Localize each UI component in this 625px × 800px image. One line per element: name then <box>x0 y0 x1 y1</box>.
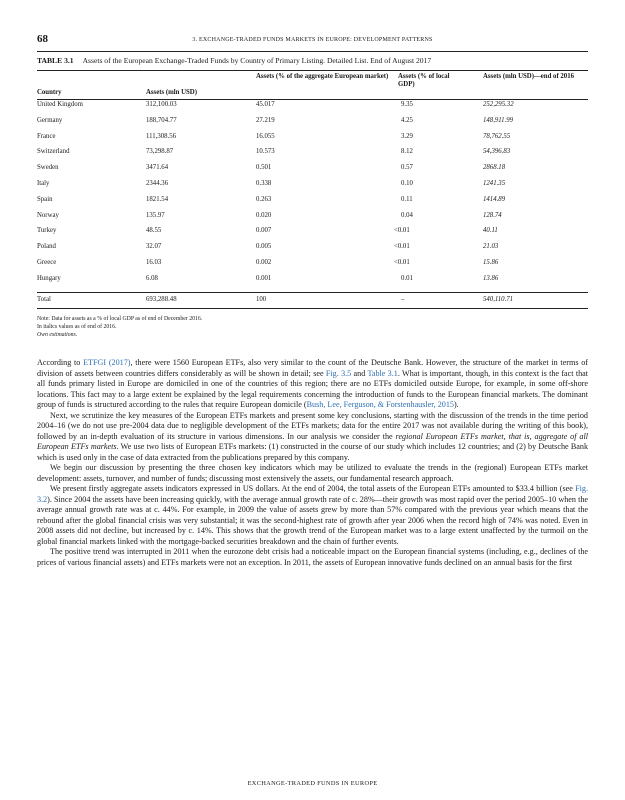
citation-link[interactable]: ETFGI (2017) <box>83 358 131 367</box>
cell-pct-gdp: 8.12 <box>401 148 413 156</box>
cell-pct-gdp: <0.01 <box>394 227 410 235</box>
table-note: Own estimations. <box>37 332 78 338</box>
cell-assets: 48.55 <box>146 227 162 235</box>
page-number: 68 <box>37 33 48 45</box>
cell-end-2016: 40.11 <box>483 227 498 235</box>
cell-pct-gdp: <0.01 <box>394 259 410 266</box>
cell-assets: 3471.64 <box>146 164 169 172</box>
cell-pct-gdp: 0.04 <box>401 211 413 219</box>
cell-country: Sweden <box>37 164 59 172</box>
cell-total-pct-gdp: – <box>401 296 405 303</box>
cell-end-2016: 78,762.55 <box>483 132 511 140</box>
cell-assets: 73,298.87 <box>146 148 174 156</box>
cell-total-pct-market: 100 <box>256 296 267 303</box>
cell-end-2016: 2868.18 <box>483 164 506 172</box>
cell-country: France <box>37 132 56 140</box>
header-assets-mln: Assets (mln USD) <box>146 89 197 96</box>
running-head: 3. EXCHANGE-TRADED FUNDS MARKETS IN EUROPE: DEVELOPMENT PATTERNS <box>192 37 433 43</box>
cell-end-2016: 54,396.83 <box>483 148 511 156</box>
cell-pct-gdp: <0.01 <box>394 243 410 251</box>
table-note: In italics values as of end of 2016. <box>37 324 117 330</box>
body-text <box>37 358 588 568</box>
cell-assets: 2344.36 <box>146 180 169 187</box>
cell-end-2016: 252,295.32 <box>483 101 514 108</box>
header-pct-market: Assets (% of the aggregate European market) <box>256 73 389 80</box>
cell-assets: 6.08 <box>146 274 158 282</box>
cell-country: Poland <box>37 243 56 251</box>
cell-pct-market: 0.005 <box>256 243 272 251</box>
page-footer: EXCHANGE-TRADED FUNDS IN EUROPE <box>247 780 378 787</box>
cell-pct-market: 0.338 <box>256 180 272 187</box>
cell-pct-market: 16.055 <box>256 132 275 140</box>
paragraph: We present firstly aggregate assets indicators expressed in US dollars. At the end of 2004, the total assets of the European ETFs amounted to $33.4 billion (see Fig. 3.2). Since 2004 the assets have been increasing quickly, with the average annual growth rate of c. 28%—their growth was most rapid over the period 2005–10 when the average annual growth rate was at c. 44%. For example, in 2009 the value of assets grew by more than 57% compared with the previous year which means that the rebound after the global financial crisis was very substantial; it was the second-highest rate of growth after year 2006 when the record high of 74% was noted. Even in 2008 assets did not decline, but increased by c. 14%. This shows that the growth trend of the European market was to a large extent unaffected by the turmoil on the global financial markets linked with the mortgage-backed securities breakdown and the chain of further events. <box>37 484 588 546</box>
cell-end-2016: 148,911.99 <box>483 116 514 124</box>
cell-pct-gdp: 0.57 <box>401 164 413 172</box>
table-caption <box>37 56 431 65</box>
table-header-rule <box>37 99 588 100</box>
cell-country: Spain <box>37 195 53 203</box>
header-country: Country <box>37 89 62 96</box>
cell-country: United Kingdom <box>37 101 83 108</box>
table-bottom-rule <box>37 308 588 309</box>
cell-pct-market: 10.573 <box>256 148 275 156</box>
cell-assets: 312,100.03 <box>146 101 177 108</box>
paragraph: Next, we scrutinize the key measures of the European ETFs markets and present some key conclusions, starting with the discussion of the trends in the time period 2004–16 (we do not use pre-2004 data due to negligible development of the ETFs markets; data for the entire 2017 was not available during the writing of this book), followed by an in-depth evaluation of its structure in various dimensions. In our analysis we consider the regional European ETFs market, that is, aggregate of all European ETFs markets. We use two lists of European ETFs markets: (1) constructed in the course of our study which includes 12 countries; and (2) by Deutsche Bank which is used only in the case of data extracted from the publications prepared by this company. <box>37 410 589 462</box>
cell-pct-market: 0.501 <box>256 164 272 172</box>
cell-pct-gdp: 3.29 <box>401 132 413 140</box>
cell-total-label: Total <box>37 296 51 303</box>
cell-total-end-2016: 540,110.71 <box>483 296 514 303</box>
cell-end-2016: 21.03 <box>483 243 499 251</box>
cell-country: Hungary <box>37 274 61 282</box>
figure-link[interactable]: Fig. 3.5 <box>325 368 352 378</box>
cell-end-2016: 1241.35 <box>483 180 506 187</box>
figure-link[interactable]: Fig. 3.2 <box>37 484 588 504</box>
cell-country: Germany <box>37 116 63 124</box>
total-top-rule <box>37 292 588 293</box>
cell-pct-gdp: 0.01 <box>401 274 413 282</box>
cell-country: Greece <box>37 259 57 266</box>
cell-country: Turkey <box>37 227 57 235</box>
cell-country: Norway <box>37 211 59 219</box>
caption-top-rule <box>37 51 588 52</box>
cell-assets: 135.97 <box>146 211 165 219</box>
table-label: TABLE 3.1 <box>37 56 74 65</box>
cell-pct-gdp: 0.10 <box>401 180 413 187</box>
table-link[interactable]: Table 3.1 <box>367 368 398 378</box>
table-top-rule <box>37 70 588 71</box>
cell-total-assets: 693,288.48 <box>146 296 177 303</box>
cell-assets: 32.07 <box>146 243 162 251</box>
cell-assets: 111,308.56 <box>146 132 177 140</box>
cell-pct-market: 0.020 <box>256 211 272 219</box>
paragraph: We begin our discussion by presenting the three chosen key indicators which may be utilized to evaluate the trends in the (regional) European ETFs market development: assets, turnover, and number of funds; discussing most extensively the assets, our fundamental research approach. <box>37 463 588 483</box>
cell-pct-gdp: 9.35 <box>401 101 413 108</box>
cell-pct-market: 0.002 <box>256 259 272 266</box>
table-note: Note: Data for assets as a % of local GDP as of end of December 2016. <box>37 316 203 322</box>
citation-link[interactable]: Bush, Lee, Ferguson, & Forstenhausler, 2015 <box>306 400 454 409</box>
cell-pct-market: 45.017 <box>256 101 275 108</box>
paragraph: The positive trend was interrupted in 2011 when the eurozone debt crisis had a noticeable impact on the European financial systems (including, e.g., declines of the prices of various financial assets) and ETFs markets were not an exception. In 2011, the assets of European innovative funds declined on an annual basis for the first <box>37 547 588 567</box>
cell-assets: 1821.54 <box>146 195 169 203</box>
cell-pct-market: 0.001 <box>256 274 272 282</box>
cell-pct-market: 27.219 <box>256 116 275 124</box>
cell-pct-gdp: 0.11 <box>401 195 413 203</box>
cell-end-2016: 1414.89 <box>483 195 506 203</box>
header-pct-gdp: Assets (% of local GDP) <box>398 73 450 88</box>
paragraph: According to ETFGI (2017), there were 1560 European ETFs, also very similar to the count of the Deutsche Bank. However, the structure of the market in terms of division of assets between countries differs considerably as will be shown in detail; see Fig. 3.5 and Table 3.1. What is important, though, in this context is the fact that all funds primary listed in Europe are domiciled in one of the countries of this region; there are no ETFs domiciled outside Europe, for example, in some off-shore locations. This fact may to a large extent be explained by the legal requirements concerning the introduction of funds to the European financial markets. The dominant group of funds is structured according to the rules that require European domicile (Bush, Lee, Ferguson, & Forstenhausler, 2015). <box>37 358 588 409</box>
cell-country: Italy <box>37 180 50 187</box>
cell-assets: 16.03 <box>146 259 162 266</box>
cell-country: Switzerland <box>37 148 70 156</box>
cell-end-2016: 15.86 <box>483 259 499 266</box>
table-title: Assets of the European Exchange-Traded Funds by Country of Primary Listing. Detailed List. End of August 2017 <box>82 56 432 65</box>
cell-pct-market: 0.007 <box>256 227 272 235</box>
cell-assets: 188,704.77 <box>146 116 177 124</box>
header-end-2016: Assets (mln USD)—end of 2016 <box>483 73 575 80</box>
cell-pct-gdp: 4.25 <box>401 116 413 124</box>
cell-end-2016: 128.74 <box>483 211 502 219</box>
cell-pct-market: 0.263 <box>256 195 272 203</box>
cell-end-2016: 13.86 <box>483 274 499 282</box>
